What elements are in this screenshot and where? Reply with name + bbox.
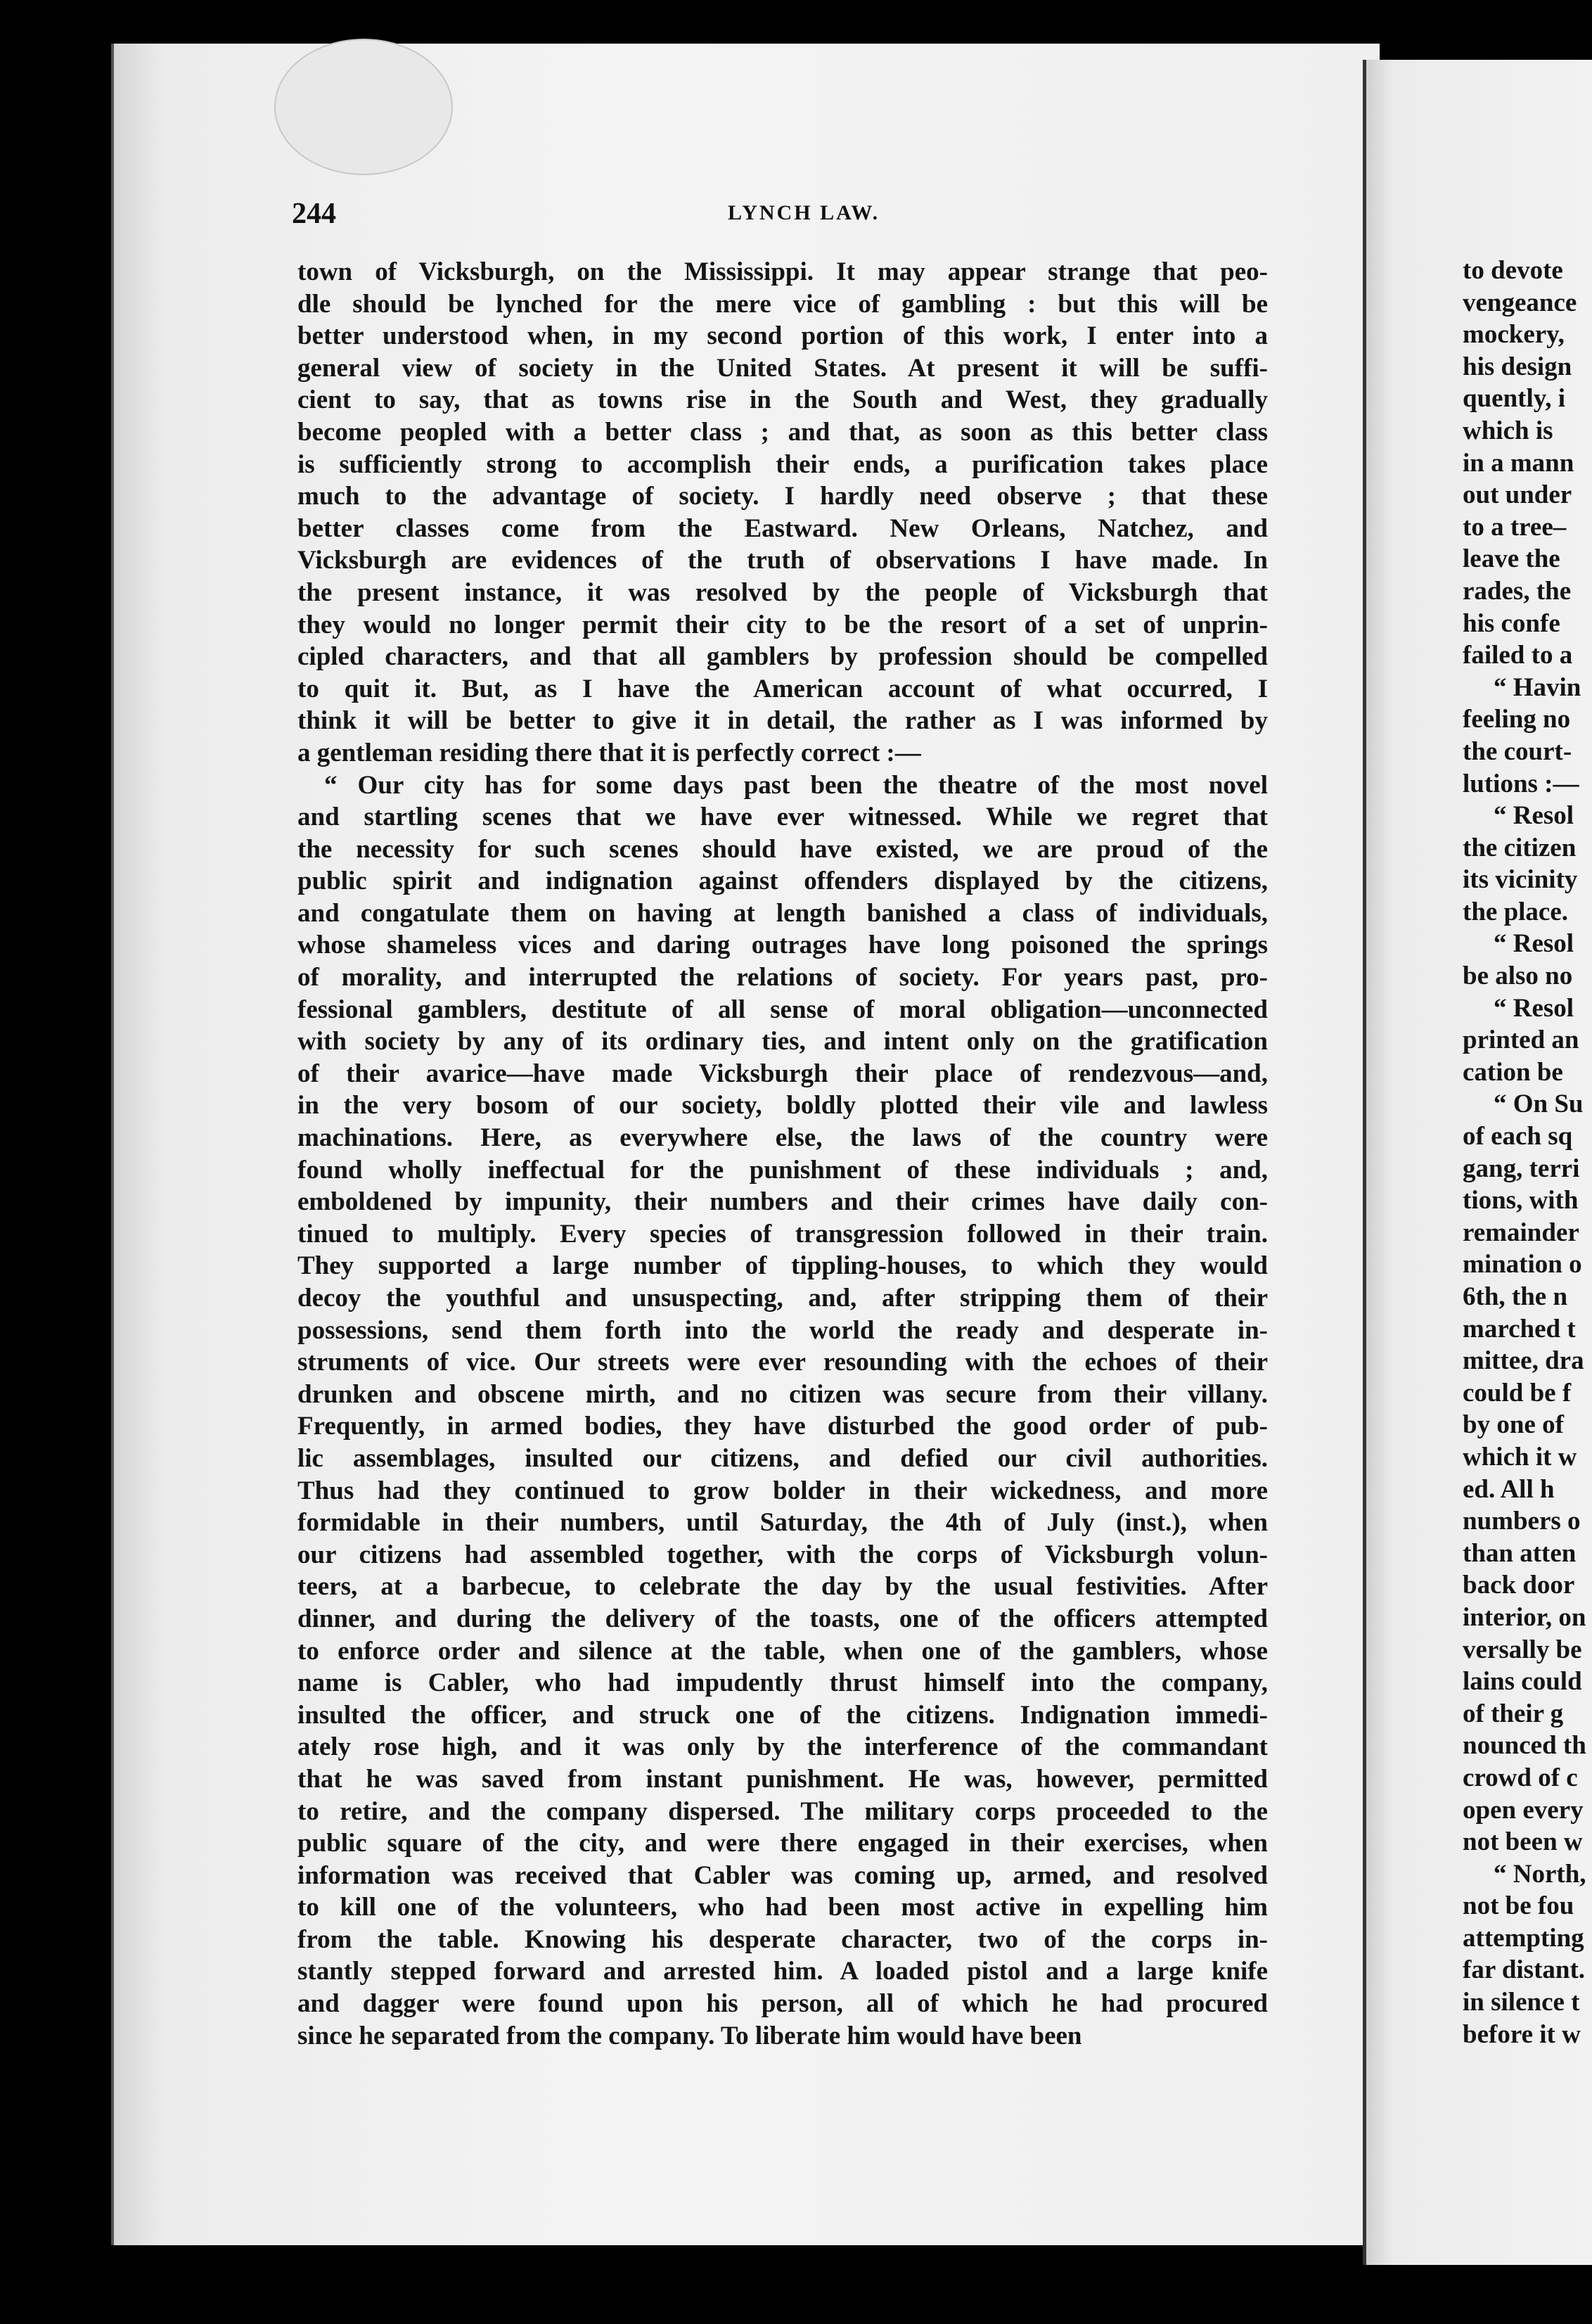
text-line-fragment: be also no [1463, 962, 1573, 991]
text-line: and dagger were found upon his person, all of which he had procured [297, 1989, 1268, 2019]
page-number: 244 [292, 198, 336, 230]
text-line-fragment: by one of [1463, 1410, 1564, 1440]
text-line-fragment: not be fou [1463, 1891, 1574, 1921]
text-line-fragment: tions, with [1463, 1186, 1579, 1215]
running-head: LYNCH LAW. [728, 201, 880, 224]
text-line-fragment: in silence t [1463, 1988, 1580, 2017]
text-line-fragment: than atten [1463, 1538, 1577, 1568]
text-line-fragment: of each sq [1463, 1122, 1573, 1151]
text-line-fragment: cation be [1463, 1057, 1563, 1087]
text-line-fragment: before it w [1463, 2019, 1581, 2049]
text-line-fragment: back door [1463, 1571, 1575, 1600]
text-line-fragment: crowd of c [1463, 1763, 1578, 1792]
text-line: cient to say, that as towns rise in the South and West, they gradually [297, 385, 1268, 415]
text-line: and congatulate them on having at length banished a class of individuals, [297, 898, 1268, 928]
text-line-fragment: nounced th [1463, 1731, 1586, 1761]
text-line: to retire, and the company dispersed. The military corps proceeded to the [297, 1796, 1268, 1826]
text-line: dinner, and during the delivery of the toasts, one of the officers attempted [297, 1604, 1268, 1633]
text-line: town of Vicksburgh, on the Mississippi. It may appear strange that peo- [297, 257, 1268, 286]
text-line: They supported a large number of tippling-houses, to which they would [297, 1251, 1268, 1281]
text-line-fragment: lains could [1463, 1667, 1582, 1697]
text-line-fragment: open every [1463, 1795, 1584, 1825]
text-line-fragment: printed an [1463, 1026, 1579, 1055]
text-line: much to the advantage of society. I hardly need observe ; that these [297, 482, 1268, 511]
text-line-fragment: not been w [1463, 1827, 1583, 1857]
text-line-fragment: which is [1463, 416, 1553, 445]
text-line-fragment: leave the [1463, 544, 1560, 574]
text-line-fragment: his design [1463, 352, 1572, 381]
text-line-fragment: marched t [1463, 1314, 1576, 1343]
text-line-fragment: remainder [1463, 1218, 1579, 1247]
text-line: drunken and obscene mirth, and no citizen was secure from their villany. [297, 1379, 1268, 1409]
text-line: a gentleman residing there that it is perfectly correct :— [297, 738, 921, 767]
text-line-fragment: “ North, [1494, 1859, 1586, 1889]
text-line-fragment: in a mann [1463, 448, 1574, 478]
text-line-fragment: the citizen [1463, 833, 1577, 862]
text-line: they would no longer permit their city to be the resort of a set of unprin- [297, 610, 1268, 639]
text-line: “ Our city has for some days past been the theatre of the most novel [324, 770, 1268, 800]
text-line-fragment: rades, the [1463, 576, 1572, 606]
text-line-fragment: to devote [1463, 256, 1563, 285]
text-line: general view of society in the United States. At present it will be suffi- [297, 353, 1268, 383]
text-line: to kill one of the volunteers, who had been most active in expelling him [297, 1893, 1268, 1922]
text-line: insulted the officer, and struck one of the citizens. Indignation immedi- [297, 1700, 1268, 1730]
text-line-fragment: attempting [1463, 1923, 1584, 1953]
text-line: public square of the city, and were there engaged in their exercises, when [297, 1829, 1268, 1858]
text-line: emboldened by impunity, their numbers and their crimes have daily con- [297, 1187, 1268, 1217]
text-line: cipled characters, and that all gamblers by profession should be compelled [297, 642, 1268, 672]
text-line: in the very bosom of our society, boldly plotted their vile and lawless [297, 1091, 1268, 1120]
text-line-fragment: “ Resol [1494, 801, 1574, 831]
text-line: formidable in their numbers, until Saturday, the 4th of July (inst.), when [297, 1508, 1268, 1538]
text-line: with society by any of its ordinary ties, and intent only on the gratification [297, 1027, 1268, 1056]
text-line: is sufficiently strong to accomplish their ends, a purification takes place [297, 449, 1268, 479]
text-line-fragment: “ Resol [1494, 993, 1574, 1023]
text-line-fragment: “ On Su [1494, 1090, 1584, 1119]
text-line: dle should be lynched for the mere vice of gambling : but this will be [297, 289, 1268, 319]
text-line: of morality, and interrupted the relations of society. For years past, pro- [297, 963, 1268, 992]
text-line: found wholly ineffectual for the punishment of these individuals ; and, [297, 1155, 1268, 1185]
text-line-fragment: out under [1463, 480, 1572, 510]
text-line-fragment: ed. All h [1463, 1474, 1555, 1504]
text-line-fragment: his confe [1463, 608, 1560, 638]
text-line: and startling scenes that we have ever witnessed. While we regret that [297, 803, 1268, 832]
text-line: tinued to multiply. Every species of transgression followed in their train. [297, 1219, 1268, 1249]
text-line-fragment: mination o [1463, 1250, 1582, 1279]
text-line-fragment: the court- [1463, 736, 1572, 766]
text-line-fragment: of their g [1463, 1699, 1564, 1728]
text-line-fragment: gang, terri [1463, 1154, 1580, 1183]
text-line-fragment: vengeance [1463, 288, 1577, 317]
text-line-fragment: interior, on [1463, 1602, 1586, 1632]
text-line: to enforce order and silence at the table, when one of the gamblers, whose [297, 1636, 1268, 1666]
text-line: lic assemblages, insulted our citizens, and defied our civil authorities. [297, 1443, 1268, 1473]
text-line-fragment: mittee, dra [1463, 1346, 1584, 1376]
text-line-fragment: feeling no [1463, 705, 1571, 734]
text-line: information was received that Cabler was coming up, armed, and resolved [297, 1860, 1268, 1890]
text-line: of their avarice—have made Vicksburgh their place of rendezvous—and, [297, 1059, 1268, 1088]
text-line: teers, at a barbecue, to celebrate the day by the usual festivities. After [297, 1572, 1268, 1602]
text-line: whose shameless vices and daring outrages have long poisoned the springs [297, 931, 1268, 960]
text-line-fragment: “ Havin [1494, 672, 1581, 702]
text-line: machinations. Here, as everywhere else, the laws of the country were [297, 1123, 1268, 1153]
text-line-fragment: which it w [1463, 1442, 1577, 1471]
text-line-fragment: versally be [1463, 1635, 1582, 1664]
text-line: name is Cabler, who had impudently thrust himself into the company, [297, 1668, 1268, 1698]
text-line-fragment: could be f [1463, 1378, 1572, 1407]
text-line: that he was saved from instant punishment. He was, however, permitted [297, 1764, 1268, 1794]
text-line-fragment: far distant. [1463, 1955, 1586, 1985]
text-line: the necessity for such scenes should have existed, we are proud of the [297, 834, 1268, 864]
text-line-fragment: to a tree– [1463, 512, 1567, 542]
text-line: possessions, send them forth into the world the ready and desperate in- [297, 1315, 1268, 1345]
text-line: better understood when, in my second portion of this work, I enter into a [297, 321, 1268, 351]
text-line: our citizens had assembled together, with the corps of Vicksburgh volun- [297, 1540, 1268, 1569]
text-line-fragment: numbers o [1463, 1507, 1581, 1536]
text-line-fragment: its vicinity [1463, 865, 1578, 895]
text-line-fragment: lutions :— [1463, 769, 1579, 798]
text-line: the present instance, it was resolved by the people of Vicksburgh that [297, 577, 1268, 607]
text-line: from the table. Knowing his desperate character, two of the corps in- [297, 1924, 1268, 1954]
text-line: to quit it. But, as I have the American account of what occurred, I [297, 674, 1268, 703]
text-line: struments of vice. Our streets were ever resounding with the echoes of their [297, 1348, 1268, 1377]
text-line-fragment: 6th, the n [1463, 1282, 1568, 1311]
paper-stain [274, 39, 453, 175]
body-text [297, 256, 1268, 2052]
text-line: since he separated from the company. To liberate him would have been [297, 2021, 1082, 2050]
text-line: ately rose high, and it was only by the interference of the commandant [297, 1732, 1268, 1762]
text-line-fragment: quently, i [1463, 384, 1565, 414]
text-line: think it will be better to give it in detail, the rather as I was informed by [297, 706, 1268, 736]
text-line-fragment: the place. [1463, 897, 1569, 926]
text-line-fragment: mockery, [1463, 320, 1565, 350]
text-line-fragment: “ Resol [1494, 929, 1574, 959]
text-line: Thus had they continued to grow bolder in their wickedness, and more [297, 1476, 1268, 1505]
text-line: better classes come from the Eastward. New Orleans, Natchez, and [297, 513, 1268, 543]
text-line: Vicksburgh are evidences of the truth of observations I have made. In [297, 546, 1268, 575]
page-header [292, 197, 1276, 229]
text-line: decoy the youthful and unsuspecting, and, after stripping them of their [297, 1284, 1268, 1313]
text-line: public spirit and indignation against offenders displayed by the citizens, [297, 867, 1268, 896]
facing-page-text [1463, 255, 1592, 2050]
text-line: become peopled with a better class ; and that, as soon as this better class [297, 417, 1268, 447]
text-line-fragment: failed to a [1463, 641, 1573, 670]
text-line: stantly stepped forward and arrested him. A loaded pistol and a large knife [297, 1957, 1268, 1986]
text-line: fessional gamblers, destitute of all sense of moral obligation—unconnected [297, 995, 1268, 1024]
text-line: Frequently, in armed bodies, they have disturbed the good order of pub- [297, 1412, 1268, 1441]
